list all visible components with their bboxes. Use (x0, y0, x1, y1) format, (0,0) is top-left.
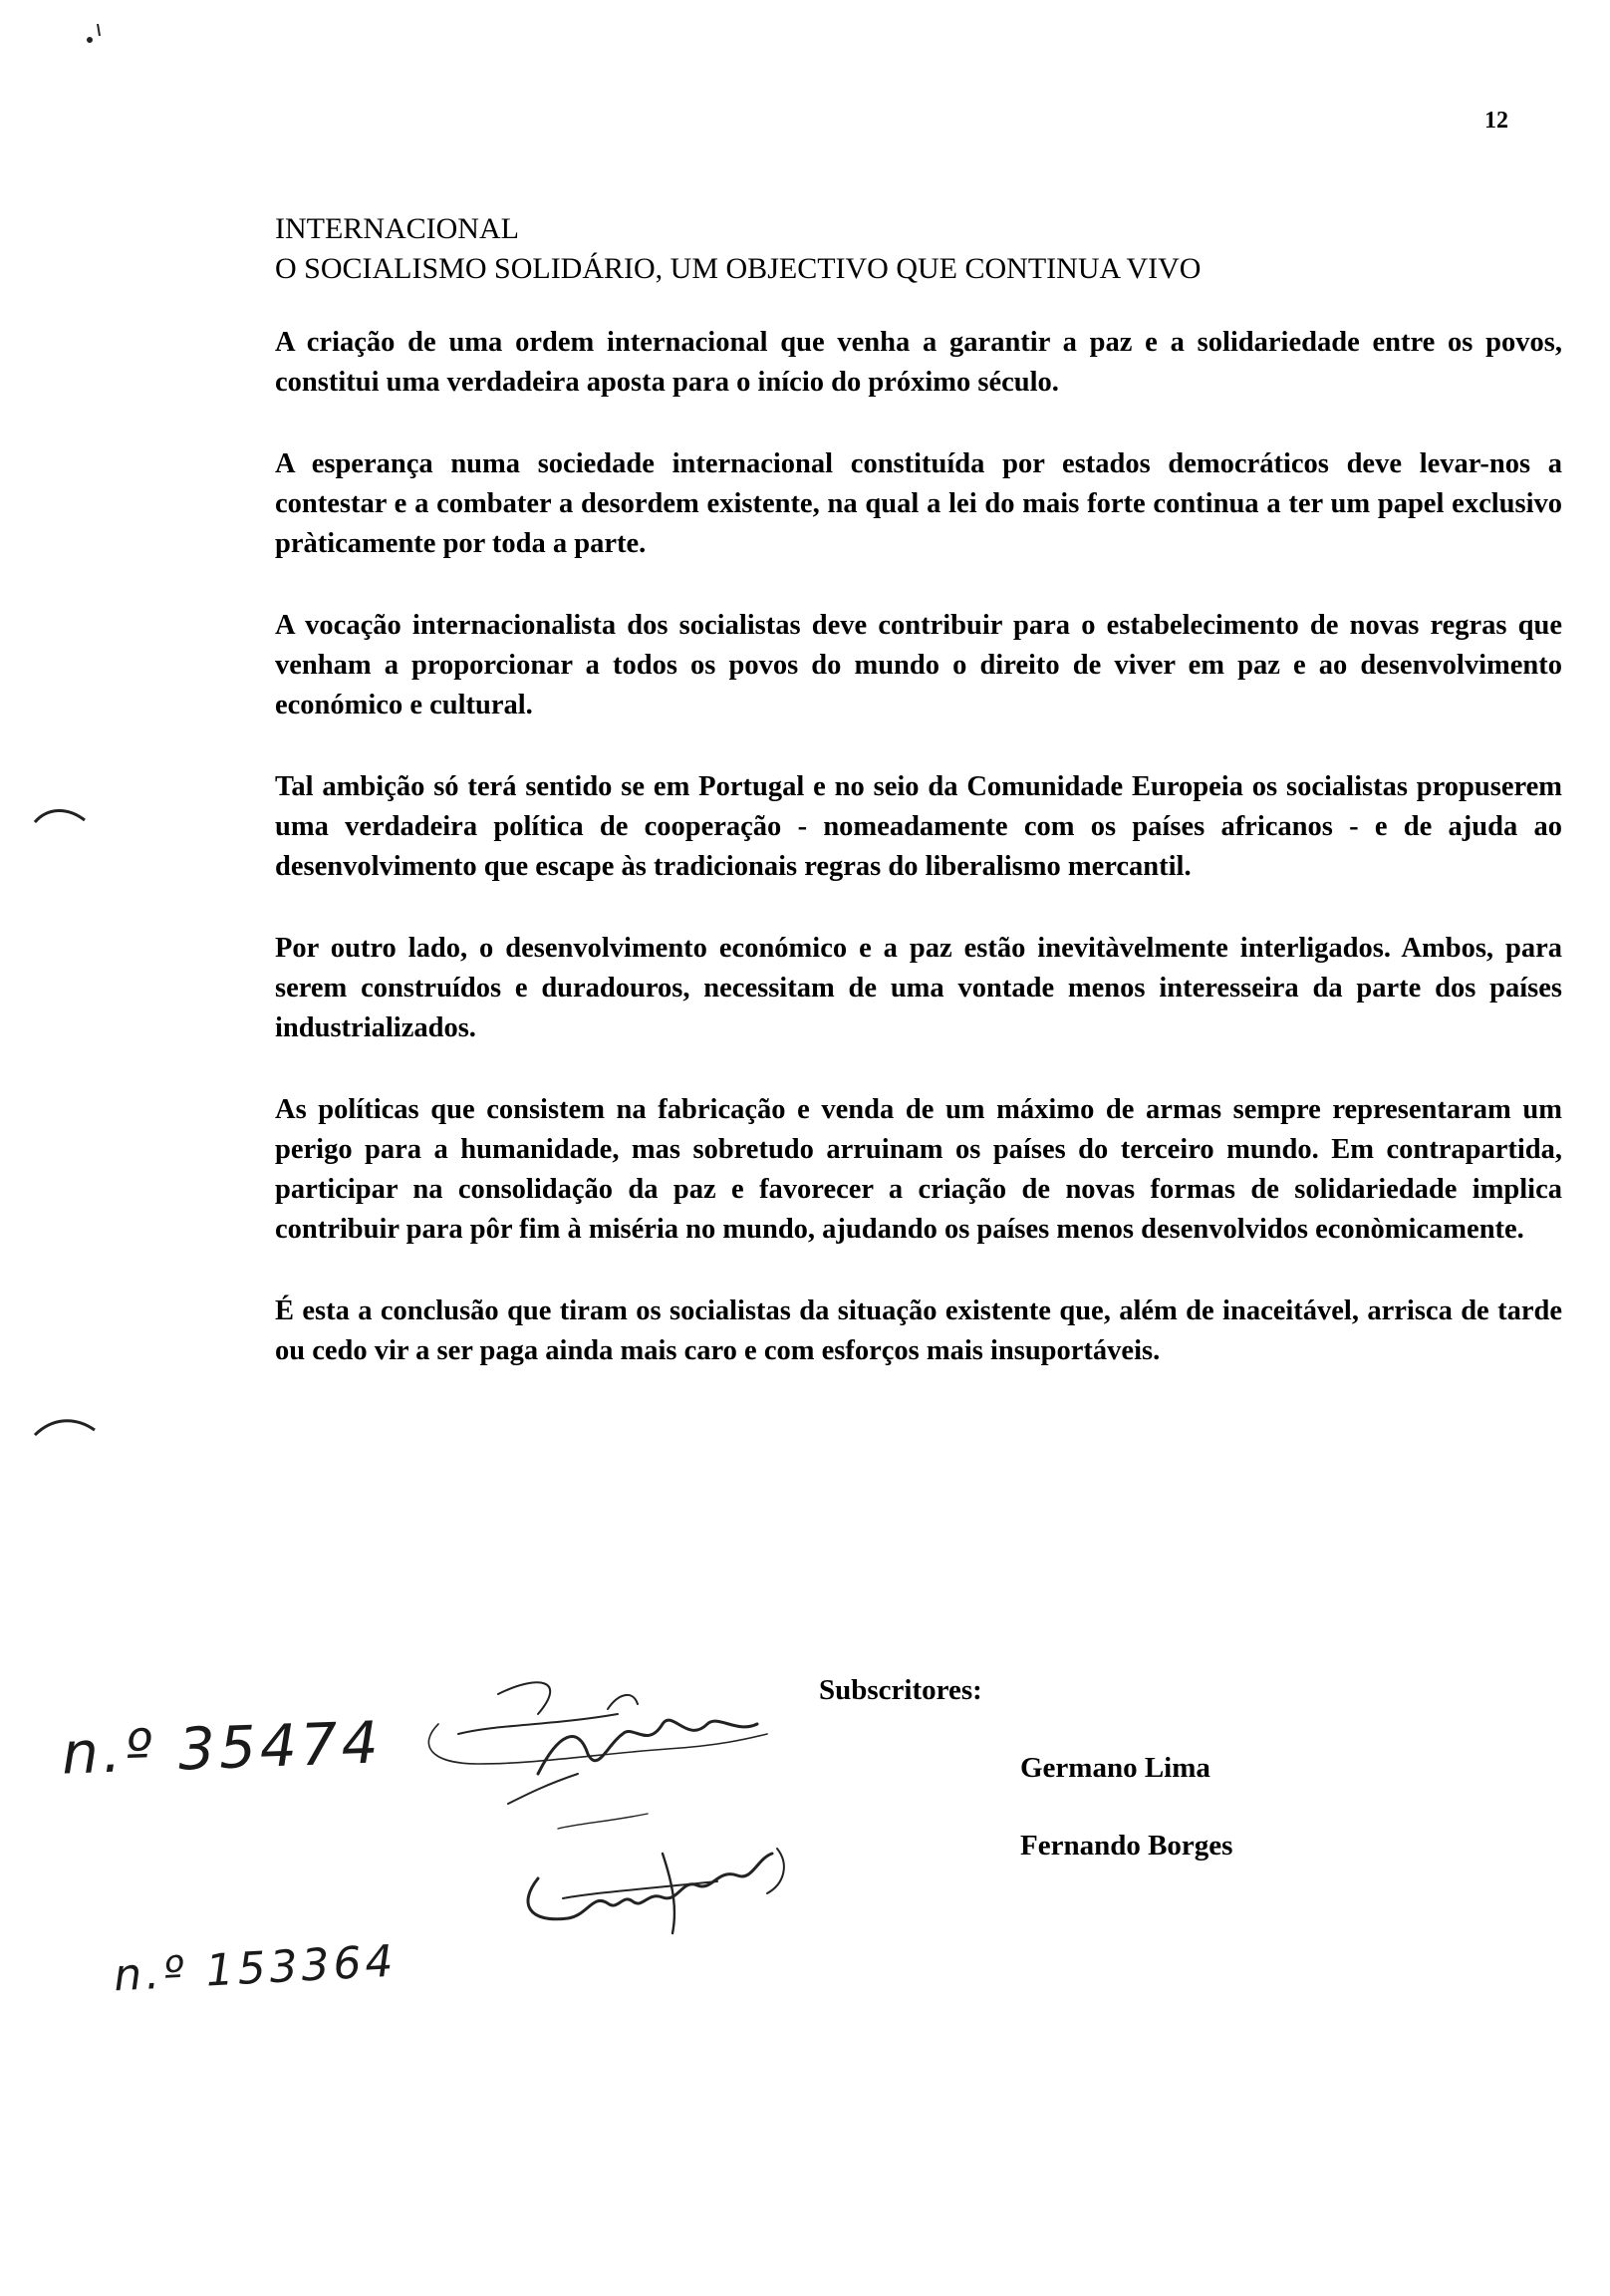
paragraph-2: A esperança numa sociedade internacional constituída por estados democráticos deve levar-nos a contestar e a combater a desordem existente, na qual a lei do mais forte continua a ter um papel exclusivo pràticamente por toda a parte. (275, 448, 1562, 559)
scan-mark-top (80, 18, 110, 58)
paragraph-3: A vocação internacionalista dos socialistas deve contribuir para o estabelecimento de novas regras que venham a proporcionar a todos os povos do mundo o direito de viver em paz e ao desenvolvimento económico e cultural. (275, 610, 1562, 720)
scan-mark-margin-2 (30, 1410, 100, 1450)
signer-name-2: Fernando Borges (1020, 1830, 1233, 1862)
subscribers-label: Subscritores: (819, 1674, 982, 1706)
handwritten-note-1: n.º 35474 (60, 1708, 384, 1788)
page-number: 12 (1484, 108, 1508, 134)
paragraph-6: As políticas que consistem na fabricação e venda de um máximo de armas sempre representaram um perigo para a humanidade, mas sobretudo arruinam os países do terceiro mundo. Em contrapartida, participar na consolidação da paz e favorecer a criação de novas formas de solidariedade implica contribuir para pôr fim à miséria no mundo, ajudando os países menos desenvolvidos econòmicamente. (275, 1094, 1562, 1245)
scan-mark-margin-1 (30, 802, 90, 832)
signer-name-1: Germano Lima (1020, 1752, 1210, 1784)
paragraph-5: Por outro lado, o desenvolvimento económico e a paz estão inevitàvelmente interligados. Ambos, para serem construídos e duradouros, necessitam de uma vontade menos interesseira da parte dos países industrializados. (275, 933, 1562, 1043)
handwritten-signatures (418, 1654, 837, 1973)
handwritten-note-2: n.º 153364 (112, 1935, 399, 2002)
document-body (275, 323, 1562, 1413)
paragraph-4: Tal ambição só terá sentido se em Portugal e no seio da Comunidade Europeia os socialistas propuserem uma verdadeira política de cooperação - nomeadamente com os países africanos - e de ajuda ao desenvolvimento que escape às tradicionais regras do liberalismo mercantil. (275, 771, 1562, 882)
paragraph-7: É esta a conclusão que tiram os socialistas da situação existente que, além de inaceitável, arrisca de tarde ou cedo vir a ser paga ainda mais caro e com esforços mais insuportáveis. (275, 1295, 1562, 1366)
section-heading (275, 209, 1371, 289)
heading-line-1: INTERNACIONAL (275, 212, 519, 245)
paragraph-1: A criação de uma ordem internacional que venha a garantir a paz e a solidariedade entre os povos, constitui uma verdadeira aposta para o início do próximo século. (275, 327, 1562, 398)
heading-line-2: O SOCIALISMO SOLIDÁRIO, UM OBJECTIVO QUE CONTINUA VIVO (275, 252, 1202, 285)
